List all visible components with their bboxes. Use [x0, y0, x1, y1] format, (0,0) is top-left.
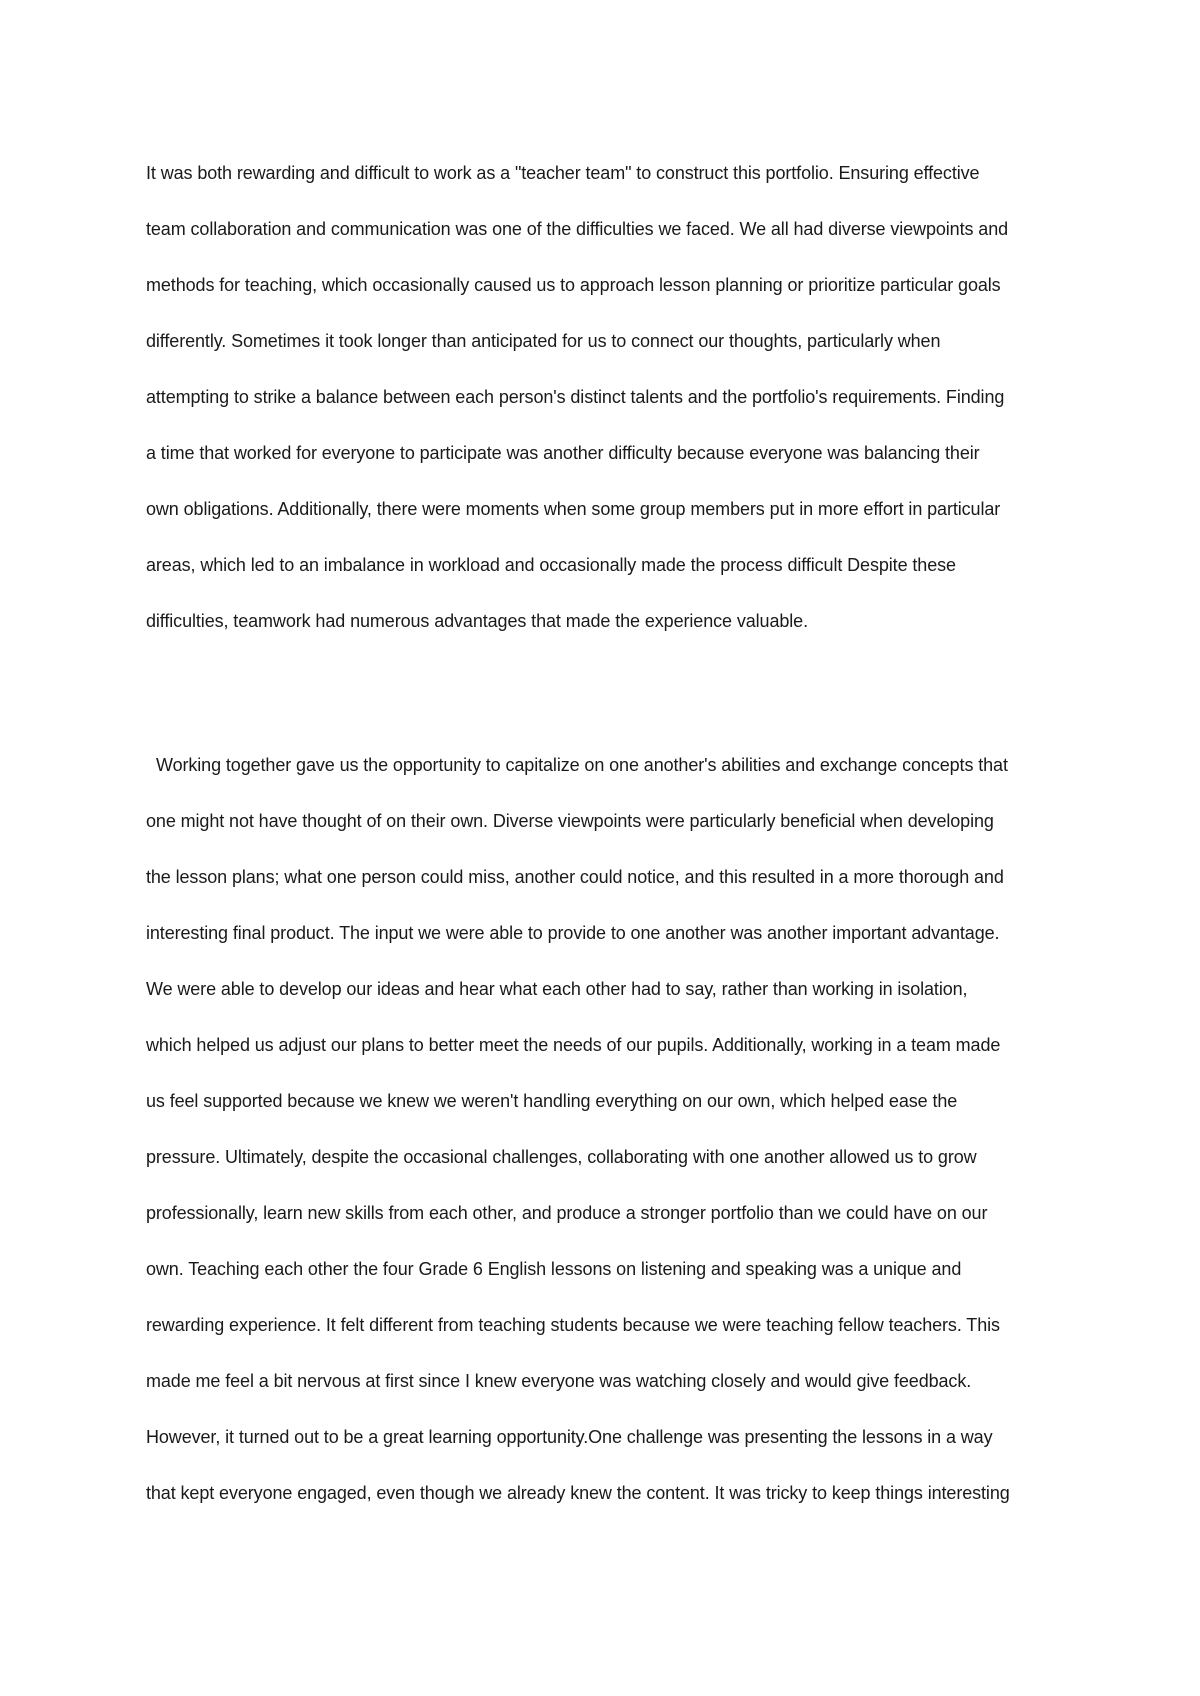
paragraph-2-line-10: own. Teaching each other the four Grade 6 English lessons on listening and speaking was a unique and — [146, 1259, 962, 1279]
paragraph-2-line-5: We were able to develop our ideas and hear what each other had to say, rather than working in isolation, — [146, 979, 968, 999]
paragraph-1-line-5: attempting to strike a balance between each person's distinct talents and the portfolio's requirements. Finding — [146, 387, 1005, 407]
paragraph-2-line-12: made me feel a bit nervous at first since I knew everyone was watching closely and would give feedback. — [146, 1371, 972, 1391]
paragraph-2-line-3: the lesson plans; what one person could miss, another could notice, and this resulted in a more thorough and — [146, 867, 1004, 887]
paragraph-1-line-8: areas, which led to an imbalance in workload and occasionally made the process difficult Despite these — [146, 555, 956, 575]
paragraph-2-line-2: one might not have thought of on their own. Diverse viewpoints were particularly beneficial when developing — [146, 811, 994, 831]
paragraph-2-line-11: rewarding experience. It felt different from teaching students because we were teaching fellow teachers. This — [146, 1315, 1000, 1335]
paragraph-2-line-14: that kept everyone engaged, even though we already knew the content. It was tricky to keep things interesting — [146, 1483, 1010, 1503]
paragraph-2-line-13: However, it turned out to be a great learning opportunity.One challenge was presenting the lessons in a way — [146, 1427, 993, 1447]
paragraph-1-line-9: difficulties, teamwork had numerous advantages that made the experience valuable. — [146, 611, 808, 631]
paragraph-2-line-8: pressure. Ultimately, despite the occasional challenges, collaborating with one another allowed us to grow — [146, 1147, 977, 1167]
paragraph-2-line-4: interesting final product. The input we were able to provide to one another was another important advantage. — [146, 923, 1000, 943]
paragraph-1-line-6: a time that worked for everyone to participate was another difficulty because everyone was balancing their — [146, 443, 980, 463]
paragraph-1-line-2: team collaboration and communication was one of the difficulties we faced. We all had diverse viewpoints and — [146, 219, 1009, 239]
paragraph-2-line-1: Working together gave us the opportunity to capitalize on one another's abilities and exchange concepts that — [156, 755, 1008, 775]
paragraph-2-line-9: professionally, learn new skills from each other, and produce a stronger portfolio than we could have on our — [146, 1203, 988, 1223]
paragraph-1-line-3: methods for teaching, which occasionally caused us to approach lesson planning or prioritize particular goals — [146, 275, 1001, 295]
paragraph-2-line-7: us feel supported because we knew we weren't handling everything on our own, which helped ease the — [146, 1091, 958, 1111]
paragraph-1-line-7: own obligations. Additionally, there were moments when some group members put in more effort in particular — [146, 499, 1001, 519]
paragraph-1-line-4: differently. Sometimes it took longer than anticipated for us to connect our thoughts, particularly when — [146, 331, 941, 351]
paragraph-2-line-6: which helped us adjust our plans to better meet the needs of our pupils. Additionally, working in a team made — [146, 1035, 1001, 1055]
paragraph-1-line-1: It was both rewarding and difficult to work as a "teacher team" to construct this portfolio. Ensuring effective — [146, 163, 980, 183]
